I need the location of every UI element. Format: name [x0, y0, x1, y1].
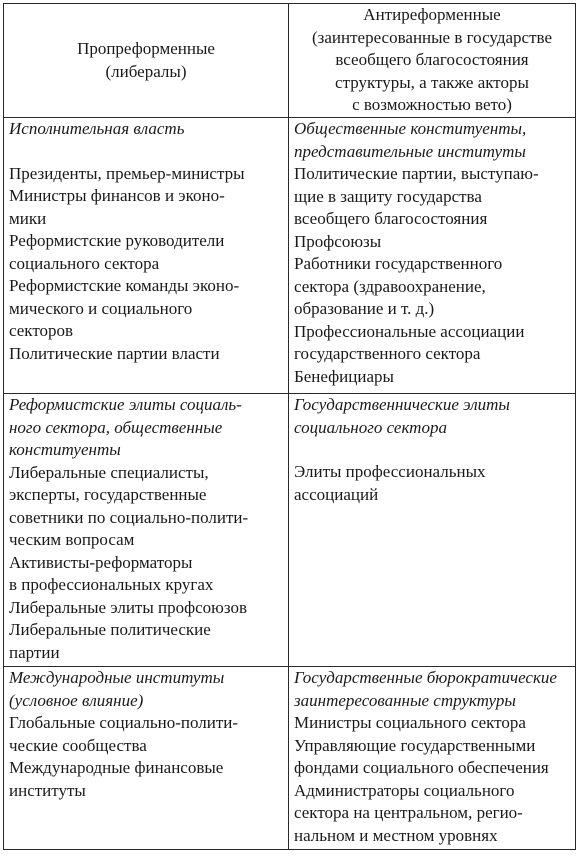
list-item: Международные финансовые: [9, 758, 224, 777]
header-proreform: [4, 4, 289, 118]
list-item: Политические партии власти: [9, 343, 220, 363]
list-item: образование и т. д.): [294, 299, 435, 318]
cell-antireform: [289, 667, 576, 850]
list-item: Реформистские руководители: [9, 231, 225, 250]
list-item: ческие сообщества: [9, 735, 147, 755]
list-item: сектора (здравоохранение,: [294, 276, 486, 296]
list-item: мики: [9, 208, 47, 228]
list-item: эксперты, государственные: [9, 485, 207, 504]
list-item: фондами социального обеспечения: [294, 758, 549, 777]
cell-antireform: [289, 118, 576, 394]
table-row: [4, 667, 576, 850]
list-item: секторов: [9, 321, 74, 340]
header-line: (заинтересованные в государстве: [311, 27, 552, 47]
category-title: Реформистские элиты социаль-: [9, 395, 242, 414]
list-item: Министры финансов и эконо-: [9, 186, 225, 205]
list-item: институты: [9, 780, 86, 800]
list-item: в профессиональных кругах: [9, 575, 214, 594]
list-item: мического и социального: [9, 298, 193, 318]
category-title: Общественные конституенты,: [294, 119, 527, 138]
category-title: представительные институты: [294, 141, 526, 161]
list-item: государственного сектора: [294, 344, 481, 363]
list-item: социального сектора: [9, 253, 160, 273]
category-title: (условное влияние): [9, 690, 144, 710]
table-row: [4, 118, 576, 394]
category-title: заинтересованные структуры: [294, 690, 516, 710]
category-title: конституенты: [9, 440, 121, 459]
list-item: Профессиональные ассоциации: [294, 321, 525, 341]
list-item: Администраторы социального: [294, 780, 515, 800]
cell-proreform: [4, 118, 289, 394]
cell-antireform: [289, 394, 576, 667]
list-item: Либеральные политические: [9, 620, 211, 639]
list-item: Глобальные социально-полити-: [9, 713, 239, 732]
cell-proreform: [4, 394, 289, 667]
header-line: с возможностью вето): [352, 95, 512, 115]
category-title: Международные институты: [9, 668, 225, 687]
list-item: сектора на центральном, регио-: [294, 803, 523, 822]
category-title: Государственные бюрократические: [294, 668, 557, 687]
header-line: всеобщего благосостояния: [335, 50, 529, 70]
header-row: [4, 4, 576, 118]
header-line: Антиреформенные: [363, 5, 501, 25]
list-item: Элиты профессиональных: [294, 462, 486, 481]
header-antireform: [289, 4, 576, 118]
list-item: Либеральные элиты профсоюзов: [9, 597, 248, 617]
list-item: Работники государственного: [294, 254, 503, 273]
list-item: Профсоюзы: [294, 231, 382, 251]
table-row: [4, 394, 576, 667]
category-title: социального сектора: [294, 417, 447, 437]
header-line: Пропреформенные: [77, 39, 215, 58]
actors-table: [3, 3, 576, 850]
list-item: ческим вопросам: [9, 530, 135, 549]
category-title: ного сектора, общественные: [9, 417, 223, 437]
list-item: нальном и местном уровнях: [294, 825, 498, 845]
list-item: Управляющие государственными: [294, 735, 536, 755]
list-item: щие в защиту государства: [294, 186, 482, 206]
list-item: ассоциаций: [294, 484, 379, 504]
list-item: Министры социального сектора: [294, 713, 526, 732]
list-item: Президенты, премьер-министры: [9, 163, 245, 183]
list-item: Политические партии, выступаю-: [294, 164, 539, 183]
list-item: всеобщего благосостояния: [294, 209, 488, 228]
header-line: структуры, а также акторы: [335, 72, 529, 92]
category-title: Государственнические элиты: [294, 395, 510, 414]
header-line: (либералы): [105, 61, 187, 81]
list-item: партии: [9, 642, 60, 662]
list-item: советники по социально-полити-: [9, 507, 249, 527]
list-item: Бенефициары: [294, 366, 394, 386]
list-item: Активисты-реформаторы: [9, 552, 193, 572]
list-item: Реформистские команды эконо-: [9, 276, 240, 295]
category-title: Исполнительная власть: [9, 119, 185, 138]
list-item: Либеральные специалисты,: [9, 462, 209, 482]
cell-proreform: [4, 667, 289, 850]
